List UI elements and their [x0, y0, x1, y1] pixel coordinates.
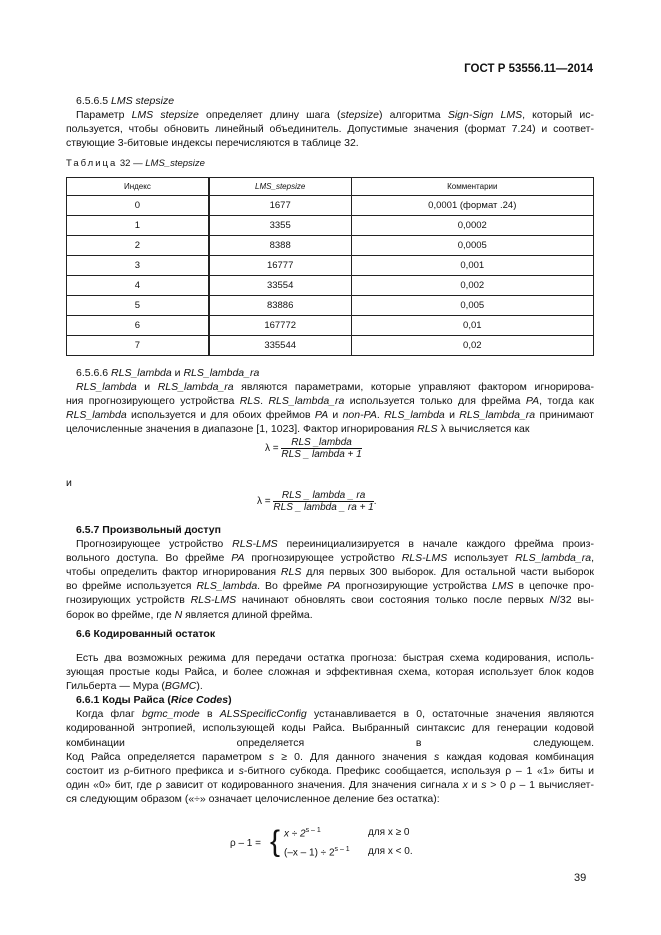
stepsize-cell: 8388: [209, 236, 351, 256]
text-segment: > 0 ρ – 1 вычисляет-: [486, 778, 594, 791]
case2-expr: (–x – 1) ÷ 2: [284, 847, 335, 859]
table-row: [67, 276, 594, 296]
text-segment: RLS: [417, 423, 438, 436]
text-segment: пользуется, чтобы обновить линейный объединитель. Допустимые значения (формат 7.24) и соответ-: [66, 123, 594, 136]
text-segment: борок во фрейме, где: [66, 608, 175, 621]
text-line: [66, 422, 594, 436]
text-segment: Есть два возможных режима для передачи остатка прогноза: быстрая схема кодирования, исполь-: [76, 652, 594, 664]
case2-exponent: s – 1: [334, 846, 350, 853]
text-segment: начинают обновлять свои состояния только после первых: [236, 594, 550, 607]
text-segment: LMS stepsize: [131, 109, 199, 122]
text-segment: Когда флаг: [76, 708, 142, 721]
text-segment: чтобы определить фактор игнорирования: [66, 566, 281, 579]
text-segment: λ вычисляется как: [437, 423, 530, 436]
section-6-5-7: [66, 523, 594, 622]
formula-period: .: [373, 496, 377, 508]
text-segment: RLS_lambda_ra: [459, 409, 536, 422]
formula-numerator: RLS _lambda: [281, 437, 361, 449]
text-line: [66, 565, 594, 579]
stepsize-cell: 167772: [209, 316, 351, 336]
text-line: [66, 394, 594, 408]
caption-name: LMS_stepsize: [145, 158, 205, 169]
document-header: ГОСТ Р 53556.11—2014: [464, 63, 593, 75]
text-line: [66, 693, 594, 707]
case1-condition: для x ≥ 0: [368, 827, 410, 838]
formula-lhs: λ =: [265, 443, 279, 455]
comment-cell: 0,0002: [351, 216, 593, 236]
index-cell: 2: [67, 236, 209, 256]
section-6-6-heading: [66, 627, 594, 641]
text-segment: ): [228, 694, 232, 707]
text-segment: 6.5.6.6: [76, 367, 112, 379]
text-line: [66, 122, 594, 136]
case1-expr: x ÷ 2: [284, 828, 306, 840]
table-row: [67, 316, 594, 336]
text-line: [66, 665, 594, 679]
caption-number: 32 —: [117, 158, 146, 169]
section-6-6-body: [66, 651, 594, 806]
text-segment: Параметр: [76, 109, 132, 122]
text-line: [66, 792, 594, 806]
section-6-5-6-5: [66, 94, 594, 150]
text-segment: PA: [525, 395, 540, 408]
table-row: [67, 216, 594, 236]
text-segment: ).: [196, 680, 203, 693]
text-line: [66, 764, 594, 778]
text-line: [66, 408, 594, 422]
text-line: [66, 551, 594, 565]
text-segment: RLS: [280, 566, 302, 579]
text-segment: s: [434, 750, 440, 763]
text-segment: 6.6.1 Коды Райса (: [76, 694, 171, 707]
text-segment: x: [462, 778, 468, 791]
header-index: Индекс: [67, 178, 209, 196]
text-segment: и: [328, 409, 343, 422]
text-segment: N: [174, 608, 183, 621]
stepsize-cell: 83886: [209, 296, 351, 316]
text-segment: RLS-LMS: [190, 594, 237, 607]
text-segment: . Во фрейме: [257, 580, 328, 593]
text-segment: .: [260, 395, 269, 408]
text-segment: ния прогнозирующего устройства: [66, 395, 240, 408]
text-segment: вольного доступа. Во фрейме: [66, 552, 232, 565]
text-line: [66, 136, 594, 150]
text-segment: 6.6 Кодированный остаток: [76, 628, 216, 640]
formula-numerator: RLS _ lambda _ ra: [273, 490, 373, 502]
text-segment: 6.5.6.5: [76, 95, 112, 107]
header-stepsize: LMS_stepsize: [209, 178, 351, 196]
page-number: 39: [574, 872, 587, 884]
text-segment: ) алгоритма: [379, 109, 448, 122]
comment-cell: 0,0001 (формат .24): [351, 196, 593, 216]
text-segment: комбинации определяется в следующем.: [66, 736, 594, 749]
text-line: [66, 679, 594, 693]
text-segment: RLS_lambda_ra: [183, 367, 260, 379]
text-segment: PA: [314, 409, 329, 422]
text-segment: и: [444, 409, 460, 422]
formula-lhs: λ =: [257, 496, 271, 508]
text-line: [66, 593, 594, 607]
text-line: [66, 108, 594, 122]
text-segment: LMS stepsize: [111, 95, 175, 107]
text-line: [66, 523, 594, 537]
text-segment: BGMC: [164, 680, 197, 693]
text-segment: RLS: [239, 395, 261, 408]
table-row: [67, 336, 594, 356]
text-segment: принимают: [535, 409, 594, 422]
text-segment: переинициализируется в начале каждого фрейма произ-: [277, 538, 594, 551]
case1-exponent: s – 1: [305, 827, 321, 834]
text-segment: в: [199, 708, 220, 721]
text-segment: PA: [231, 552, 245, 565]
stepsize-cell: 1677: [209, 196, 351, 216]
comment-cell: 0,01: [351, 316, 593, 336]
text-segment: устанавливается в 0, остаточные значения являются: [306, 708, 594, 721]
formula-denominator: RLS _ lambda + 1: [281, 449, 362, 460]
text-segment: N: [549, 594, 557, 607]
text-segment: ALSSpecificConfig: [219, 708, 307, 721]
text-segment: RLS-LMS: [232, 538, 278, 551]
text-segment: s: [481, 778, 487, 791]
conjunction-and: и: [66, 477, 72, 489]
text-segment: использует: [447, 552, 516, 565]
text-segment: s: [238, 764, 244, 777]
index-cell: 7: [67, 336, 209, 356]
comment-cell: 0,002: [351, 276, 593, 296]
formula-denominator: RLS _ lambda _ ra + 1: [273, 502, 374, 513]
text-line: [66, 627, 594, 641]
text-segment: s: [268, 750, 275, 763]
text-segment: , который ис-: [522, 109, 595, 122]
text-segment: -битного субкода. Префикс сообщается, используя ρ – 1 «1» биты и: [243, 764, 594, 777]
index-cell: 0: [67, 196, 209, 216]
section-6-5-6-6: [66, 366, 594, 436]
text-line: [66, 380, 594, 394]
stepsize-cell: 16777: [209, 256, 351, 276]
text-segment: 6.5.7 Произвольный доступ: [76, 524, 221, 536]
header-comments: Комментарии: [351, 178, 593, 196]
text-segment: ,: [591, 552, 594, 565]
index-cell: 4: [67, 276, 209, 296]
index-cell: 6: [67, 316, 209, 336]
index-cell: 1: [67, 216, 209, 236]
table-row: [67, 236, 594, 256]
document-page: ГОСТ Р 53556.11—2014 6.5.6.5 LMS stepsize Параметр LMS stepsize определяет длину шага (stepsize) алгоритма Sign-Sign LMS, который ис- пользуется, чтобы обновить линейный объединитель. Допустимые значения (формат 7.24) и соответ- ствующие 3-битовые индексы перечисляются в таблице 32. Таблица 32 — LMS_stepsize Индекс LMS_stepsize Комментарии 0 1677 0,0001 (формат .24) 1 3355 0,0002 2 8388 0,0005 3 16777 0,001 4 33554 0,002 5 83886 0,005 6 167772 0,01 7 335544 0,02 6.5.6.6 RLS_lambda и RLS_lambda_ra RLS_lambda и RLS_lambda_ra являются параметрами, которые управляют фактором игнорирова- ния прогнозирующего устройства RLS. RLS_lambda_ra используется только для фрейма PA, тогда как RLS_lambda используется и для обоих фреймов PA и non-PA. RLS_lambda и RLS_lambda_ra принимают целочисленные значения в диапазоне [1, 1023]. Фактор игнорирования RLS λ вычисляется как λ = $\frac{\text{RLS \_lambda}}{\text{RLS \_ lambda + 1}}$ и λ = $\frac{\text{RLS \_ lambda \_ ra}}{\text{RLS \_ lambda \_ ra + 1}}$ . 6.5.7 Произвольный доступ Прогнозирующее устройство RLS-LMS переинициализируется в начале каждого фрейма произ- вольного доступа. Во фрейме PA прогнозирующее устройство RLS-LMS использует RLS_lambda_ra, чтобы определить фактор игнорирования RLS для первых 300 выборок. Для остальной части выборок во фрейме используется RLS_lambda. Во фрейме PA прогнозирующие устройства LMS в цепочке про- гнозирующих устройств RLS-LMS начинают обновлять свои состояния только после первых N/32 вы- борок во фрейме, где N является длиной фрейма. 6.6 Кодированный остаток Есть два возможных режима для передачи остатка прогноза: быстрая схема кодирования, исполь- зующая простые коды Райса, и более сложная и эффективная схема, которая использует блок кодов Гильберта — Мура (BGMC). 6.6.1 Коды Райса (Rice Codes) Когда флаг bgmc_mode в ALSSpecificConfig устанавливается в 0, остаточные значения являются кодированной энтропией, использующей коды Райса. Выбранный синтаксис для генерации кодовой комбинации определяется в следующем. Код Райса определяется параметром s ≥ 0. Для данного значения s каждая кодовая комбинация состоит из ρ-битного префикса и s-битного субкода. Префикс сообщается, используя ρ – 1 «1» биты и один «0» бит, где ρ зависит от кодированного значения. Для значения сигнала x и s > 0 ρ – 1 вычисляет- ся следующим образом («÷» означает целочисленное деление без остатка): ρ – 1 = { $x \div 2^{s - 1}$ для x ≥ 0 $(-x - 1) \div 2^{s - 1}$ для x < 0. 39: [0, 0, 661, 935]
index-cell: 5: [67, 296, 209, 316]
text-line: [66, 579, 594, 593]
text-segment: кодированной энтропией, использующей коды Райса. Выбранный синтаксис для генерации кодовой: [66, 722, 594, 735]
table-row: [67, 296, 594, 316]
text-segment: RLS_lambda: [196, 580, 258, 593]
text-segment: целочисленные значения в диапазоне [1, 1023]. Фактор игнорирования: [66, 423, 418, 436]
stepsize-cell: 335544: [209, 336, 351, 356]
text-segment: гнозирующих устройств: [66, 594, 191, 607]
text-segment: stepsize: [340, 109, 380, 122]
text-segment: каждая кодовая комбинация: [439, 750, 594, 763]
text-segment: ствующие 3-битовые индексы перечисляются в таблице 32.: [66, 137, 359, 150]
text-segment: является длиной фрейма.: [182, 608, 313, 621]
text-segment: используется только для фрейма: [344, 395, 526, 408]
text-segment: один «0» бит, где ρ зависит от кодированного значения. Для значения сигнала: [66, 778, 463, 791]
text-line: [66, 94, 594, 108]
text-segment: определяет длину шага (: [198, 109, 341, 122]
formula-lambda-ra: [257, 490, 377, 513]
lms-stepsize-table: [66, 177, 594, 356]
text-segment: для первых 300 выборок. Для остальной части выборок: [301, 566, 594, 579]
text-segment: и: [467, 778, 482, 791]
text-line: [66, 750, 594, 764]
text-segment: LMS: [491, 580, 514, 593]
text-segment: .: [376, 409, 385, 422]
case2-condition: для x < 0.: [368, 846, 413, 857]
text-segment: ≥ 0. Для данного значения: [274, 750, 435, 763]
comment-cell: 0,02: [351, 336, 593, 356]
text-segment: используется и для обоих фреймов: [126, 409, 315, 422]
formula-lambda: [265, 437, 362, 460]
text-segment: ся следующим образом («÷» означает целочисленное деление без остатка):: [66, 792, 440, 805]
stepsize-cell: 33554: [209, 276, 351, 296]
text-line: [66, 608, 594, 622]
caption-prefix: Таблица: [66, 158, 118, 169]
text-line: [66, 721, 594, 735]
text-segment: прогнозирующее устройство: [244, 552, 402, 565]
text-segment: Sign-Sign LMS: [447, 109, 523, 122]
comment-cell: 0,005: [351, 296, 593, 316]
text-segment: во фрейме используется: [66, 580, 197, 593]
text-segment: RLS_lambda: [76, 381, 137, 394]
text-segment: в цепочке про-: [513, 580, 594, 593]
text-line: [66, 736, 594, 750]
text-segment: PA: [327, 580, 341, 593]
text-segment: RLS_lambda: [66, 409, 127, 422]
text-line: [66, 707, 594, 721]
text-segment: RLS_lambda: [111, 367, 172, 379]
text-segment: Код Райса определяется параметром: [66, 750, 269, 763]
comment-cell: 0,001: [351, 256, 593, 276]
text-line: [66, 366, 594, 380]
table-row: [67, 256, 594, 276]
text-segment: Rice Codes: [170, 694, 229, 707]
text-segment: зующая простые коды Райса, и более сложная и эффективная схема, которая использует блок кодов: [66, 666, 594, 679]
stepsize-cell: 3355: [209, 216, 351, 236]
text-line: [66, 537, 594, 551]
text-segment: состоит из ρ-битного префикса и: [66, 764, 239, 777]
text-segment: RLS-LMS: [401, 552, 448, 565]
text-line: [66, 651, 594, 665]
text-segment: и: [171, 367, 184, 379]
text-segment: , тогда как: [539, 395, 594, 408]
text-segment: RLS_lambda_ra: [515, 552, 592, 565]
text-segment: bgmc_mode: [141, 708, 200, 721]
text-segment: /32 вы-: [557, 594, 594, 607]
text-segment: и: [136, 381, 158, 394]
comment-cell: 0,0005: [351, 236, 593, 256]
text-segment: Прогнозирующее устройство: [76, 538, 233, 551]
index-cell: 3: [67, 256, 209, 276]
text-line: [66, 778, 594, 792]
text-segment: non-PA: [342, 409, 377, 422]
text-segment: являются параметрами, которые управляют фактором игнорирова-: [233, 381, 594, 394]
text-segment: RLS_lambda_ra: [268, 395, 345, 408]
text-segment: прогнозирующие устройства: [340, 580, 492, 593]
text-segment: Гильберта — Мура (: [66, 680, 165, 693]
table-row: [67, 196, 594, 216]
formula-lhs: ρ – 1 =: [230, 838, 261, 849]
table-caption: [66, 158, 205, 169]
text-segment: RLS_lambda: [384, 409, 445, 422]
text-segment: RLS_lambda_ra: [157, 381, 234, 394]
